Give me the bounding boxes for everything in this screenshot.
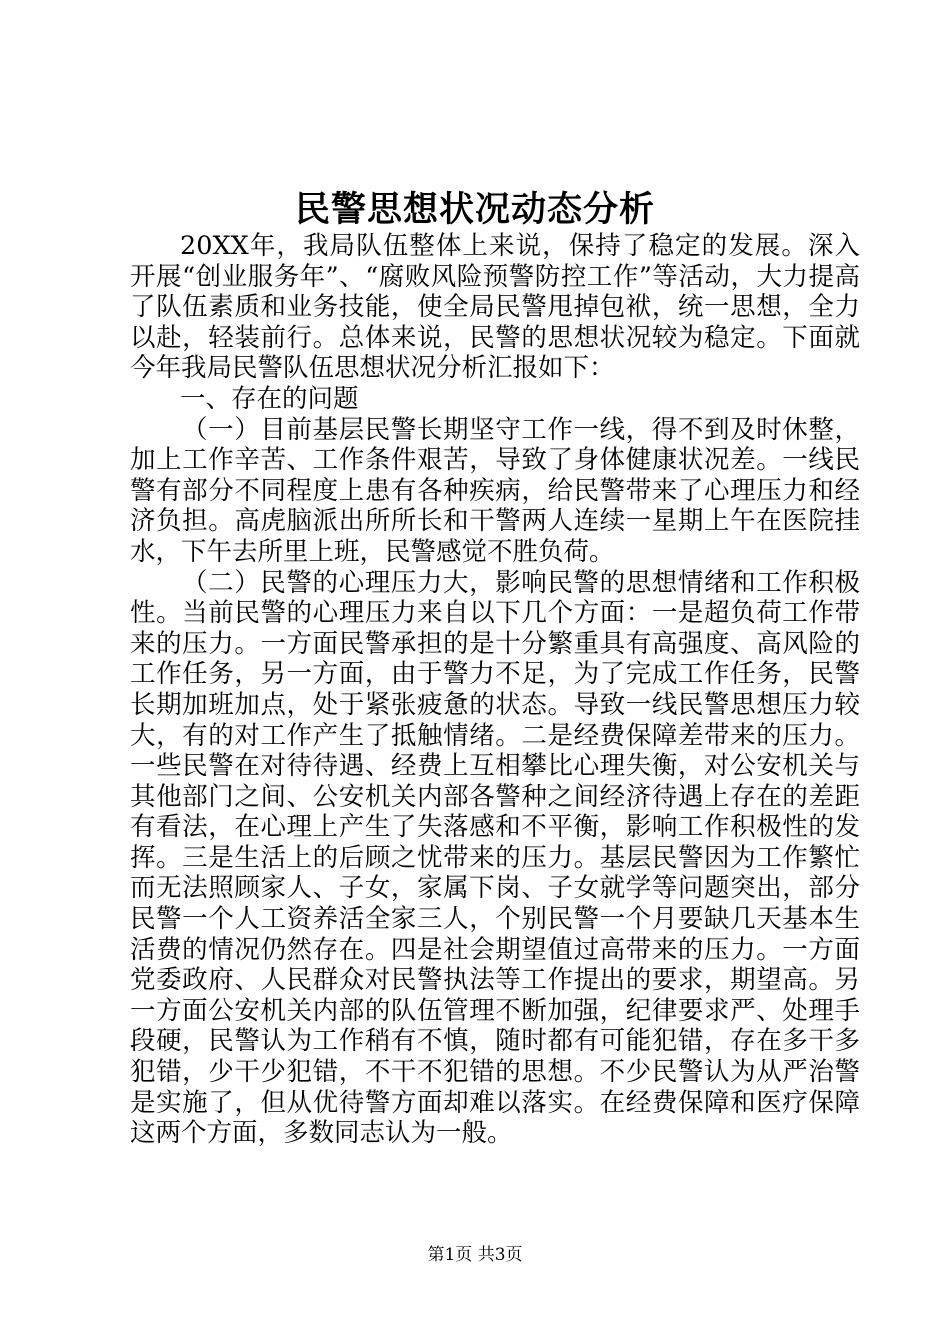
intro-paragraph: 20XX年，我局队伍整体上来说，保持了稳定的发展。深入开展“创业服务年”、“腐败风险预警防控工作”等活动，大力提高了队伍素质和业务技能，使全局民警甩掉包袱，统一思想，全力以赴，轻装前行。总体来说，民警的思想状况较为稳定。下面就今年我局民警队伍思想状况分析汇报如下： [130,231,860,384]
problem-paragraph-2: （二）民警的心理压力大，影响民警的思想情绪和工作积极性。当前民警的心理压力来自以下几个方面：一是超负荷工作带来的压力。一方面民警承担的是十分繁重具有高强度、高风险的工作任务，另一方面，由于警力不足，为了完成工作任务，民警长期加班加点，处于紧张疲惫的状态。导致一线民警思想压力较大，有的对工作产生了抵触情绪。二是经费保障差带来的压力。一些民警在对待待遇、经费上互相攀比心理失衡，对公安机关与其他部门之间、公安机关内部各警种之间经济待遇上存在的差距有看法，在心理上产生了失落感和不平衡，影响工作积极性的发挥。三是生活上的后顾之忧带来的压力。基层民警因为工作繁忙而无法照顾家人、子女，家属下岗、子女就学等问题突出，部分民警一个人工资养活全家三人，个别民警一个月要缺几天基本生活费的情况仍然存在。四是社会期望值过高带来的压力。一方面党委政府、人民群众对民警执法等工作提出的要求，期望高。另一方面公安机关内部的队伍管理不断加强，纪律要求严、处理手段硬，民警认为工作稍有不慎，随时都有可能犯错，存在多干多犯错，少干少犯错，不干不犯错的思想。不少民警认为从严治警是实施了，但从优待警方面却难以落实。在经费保障和医疗保障这两个方面，多数同志认为一般。 [130,567,860,1149]
page-number: 第1页 共3页 [427,1245,523,1265]
document-title: 民警思想状况动态分析 [294,190,655,230]
problem-paragraph-1: （一）目前基层民警长期坚守工作一线，得不到及时休整，加上工作辛苦、工作条件艰苦，导致了身体健康状况差。一线民警有部分不同程度上患有各种疾病，给民警带来了心理压力和经济负担。高虎脑派出所所长和干警两人连续一星期上午在医院挂水，下午去所里上班，民警感觉不胜负荷。 [130,414,860,567]
section-heading-problems: 一、存在的问题 [180,383,359,414]
document-body [130,231,860,1149]
